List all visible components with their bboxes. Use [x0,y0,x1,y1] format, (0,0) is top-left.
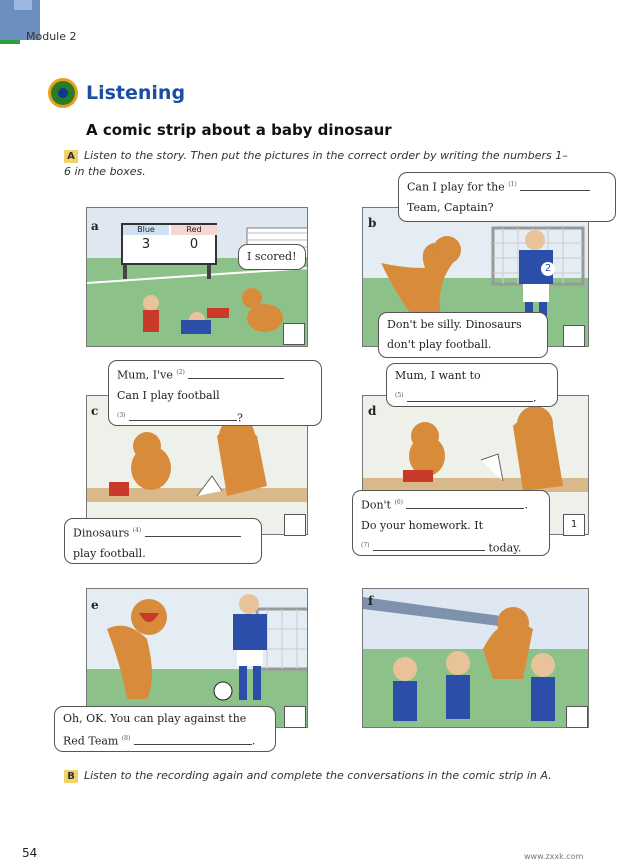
panel-e-bubble: Oh, OK. You can play against the Red Team $^{(8)}$ . [54,706,276,752]
panel-f-illustration [363,589,589,728]
panel-c-answer-box[interactable] [284,514,306,536]
panel-b-label: b [368,216,377,230]
corner-decoration-light [14,0,32,10]
blank-marker-1: (1) [508,181,517,188]
blank-marker-3: (3) [117,411,126,419]
panel-b-bottom-line2: don't play football. [387,338,492,351]
panel-c-bottom-bubble [64,518,262,564]
panel-f-label: f [368,594,374,608]
panel-d-bottom-bubble: Don't $^{(6)}$ . Do your homework. It $^{(7)}$ today. [352,490,550,556]
panel-b-top-line2: Team, Captain? [407,200,494,214]
section-title: Listening [86,82,186,104]
panel-e-label: e [91,598,99,612]
page-subtitle: A comic strip about a baby dinosaur [86,121,392,139]
panel-d-top-line1: Mum, I want to [395,369,481,382]
panel-c-top-bubble: Mum, I've $^{(2)}$ Can I play football $^{(3)}$ ? [108,360,322,426]
activity-a-text: Listen to the story. Then put the pictures in the correct order by writing the numbers 1–6 in the boxes. [64,149,568,178]
activity-b-badge: B [64,770,78,783]
blank-marker-4: (4) [132,527,142,534]
panel-d-bottom-line1: Don't [361,498,391,512]
header-green-bar [0,40,20,44]
listening-icon [48,78,78,108]
panel-b-top-line1: Can I play for the [407,180,505,194]
panel-d-label: d [368,404,377,418]
captain-jersey-number: 2 [541,262,555,276]
panel-c-bottom-line2: play football. [73,546,146,560]
panel-e-line2: Red Team [63,734,119,748]
blank-5[interactable] [407,401,533,402]
scoreboard-away-name: Red [171,225,217,235]
panel-d-top-bubble: Mum, I want to $^{(5)}$ . [386,363,558,407]
panel-c-label: c [91,404,99,418]
panel-b-answer-box[interactable] [563,325,585,347]
scoreboard-away-score: 0 [189,237,199,252]
panel-e-answer-box[interactable] [284,706,306,728]
comic-panel-f [362,588,589,728]
blank-8[interactable] [134,744,252,745]
panel-d-bottom-line2: Do your homework. It [361,518,483,532]
module-label: Module 2 [26,30,77,43]
panel-b-bottom-bubble [378,312,548,358]
activity-a-badge: A [64,150,78,163]
blank-marker-5: (5) [395,392,404,399]
scoreboard-post [207,265,211,279]
blank-1[interactable] [520,190,590,191]
scoreboard-home-name: Blue [123,225,169,235]
blank-marker-7: (7) [361,541,370,549]
panel-a-label: a [91,219,99,233]
activity-b-text: Listen to the recording again and complete the conversations in the comic strip in A. [84,769,552,782]
scoreboard-home-score: 3 [141,237,151,252]
blank-4[interactable] [145,536,241,537]
scoreboard [121,223,217,265]
activity-b-instruction [64,768,594,784]
blank-3[interactable] [129,420,237,421]
blank-marker-2: (2) [176,369,185,376]
panel-a-answer-box[interactable] [283,323,305,345]
panel-d-answer-box[interactable]: 1 [563,514,585,536]
panel-b-top-bubble [398,172,616,222]
panel-c-bottom-line1: Dinosaurs [73,526,130,540]
blank-marker-6: (6) [394,499,403,506]
panel-f-answer-box[interactable] [566,706,588,728]
blank-6[interactable] [406,508,524,509]
footer-watermark: www.zxxk.com [524,852,584,861]
comic-panel-a [86,207,308,347]
panel-c-top-line1: Mum, I've [117,368,173,382]
blank-7[interactable] [373,550,485,551]
blank-2[interactable] [188,378,284,379]
panel-a-speech-bubble: I scored! [238,244,306,270]
panel-c-top-line2: Can I play football [117,388,220,402]
blank-marker-8: (8) [121,735,131,742]
panel-e-line1: Oh, OK. You can play against the [63,712,247,725]
panel-b-bottom-line1: Don't be silly. Dinosaurs [387,318,522,331]
page-number: 54 [22,846,38,860]
scoreboard-post [123,265,127,279]
panel-d-bottom-line3: today. [488,541,522,555]
